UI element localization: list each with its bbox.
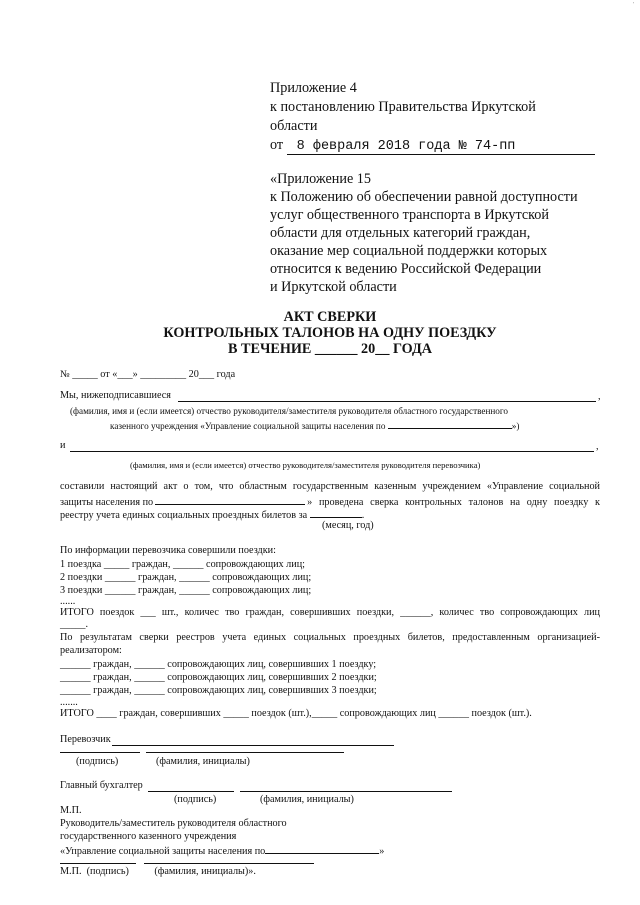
accountant-sign-caption: (подпись)	[174, 794, 217, 805]
month-year-field	[310, 507, 362, 518]
results-row-3: ______ граждан, ______ сопровождающих лиц, совершивших 3 поездки;	[60, 685, 377, 696]
carrier-name-field	[146, 752, 344, 753]
head-line-2: государственного казенного учреждения	[60, 831, 237, 842]
header-date-field	[287, 137, 595, 155]
carrier-sign-field	[60, 752, 140, 753]
undersigned-caption-1: (фамилия, имя и (если имеется) отчество руководителя/заместителя руководителя областного государственного	[70, 406, 509, 416]
header-line-3: области	[270, 118, 318, 134]
results-line-2: реализатором:	[60, 645, 122, 656]
results-total: ИТОГО ____ граждан, совершивших _____ поездок (шт.),_____ сопровождающих лиц ______ поездок (шт.).	[60, 708, 532, 719]
head-sign-field	[60, 863, 136, 864]
month-year-caption: (месяц, год)	[322, 520, 374, 531]
annex-line-7: и Иркутской области	[270, 279, 397, 295]
carrier-info-row-1: 1 поездка _____ граждан, ______ сопровождающих лиц;	[60, 559, 305, 570]
results-line-1: По результатам сверки реестров учета единых социальных проездных билетов, предоставленным организацией-	[60, 632, 600, 643]
header-line-1: Приложение 4	[270, 80, 357, 96]
department-field	[388, 418, 512, 429]
document-subtitle: КОНТРОЛЬНЫХ ТАЛОНОВ НА ОДНУ ПОЕЗДКУ	[163, 325, 497, 341]
header-from-label: от	[270, 137, 284, 153]
accountant-name-field	[240, 791, 452, 792]
undersigned-field	[178, 401, 596, 402]
annex-line-6: относится к ведению Российской Федерации	[270, 261, 542, 277]
carrier-info-row-2: 2 поездки ______ граждан, ______ сопровождающих лиц;	[60, 572, 312, 583]
results-dots: .......	[60, 697, 78, 708]
carrier-info-total-1: ИТОГО поездок ___ шт., количес тво граждан, совершивших поездки, ______, количес тво сопровождающих лиц	[60, 607, 600, 618]
carrier-info-total-2: _____.	[60, 619, 89, 630]
document-title: АКТ СВЕРКИ	[283, 309, 377, 325]
undersigned-comma: ,	[598, 391, 601, 402]
stamp-label-1: М.П.	[60, 805, 82, 816]
header-line-2: к постановлению Правительства Иркутской	[270, 99, 536, 115]
final-stamp-line: М.П. (подпись) (фамилия, инициалы)».	[60, 866, 256, 877]
carrier-head-comma: ,	[596, 441, 599, 452]
annex-line-3: услуг общественного транспорта в Иркутской	[270, 207, 549, 223]
annex-line-1: «Приложение 15	[270, 171, 371, 187]
accountant-sign-field	[148, 791, 234, 792]
annex-line-2: к Положению об обеспечении равной доступности	[270, 189, 578, 205]
carrier-head-caption: (фамилия, имя и (если имеется) отчество руководителя/заместителя руководителя перевозчика)	[130, 460, 481, 470]
carrier-sign-caption: (подпись)	[76, 756, 119, 767]
annex-line-4: области для отдельных категорий граждан,	[270, 225, 531, 241]
head-line-1: Руководитель/заместитель руководителя областного	[60, 818, 287, 829]
carrier-name-caption: (фамилия, инициалы)	[156, 756, 250, 767]
results-row-1: ______ граждан, ______ сопровождающих лиц, совершивших 1 поездку;	[60, 659, 377, 670]
header-date-value: 8 февраля 2018 года № 74-пп	[296, 139, 516, 154]
carrier-field	[112, 745, 394, 746]
accountant-name-caption: (фамилия, инициалы)	[260, 794, 354, 805]
compiled-line-1: составили настоящий акт о том, что областным государственным казенным учреждением «Управление социальной	[60, 481, 600, 492]
undersigned-label: Мы, нижеподписавшиеся	[60, 390, 171, 401]
results-row-2: ______ граждан, ______ сопровождающих лиц, совершивших 2 поездки;	[60, 672, 377, 683]
compiled-line-3: реестру учета единых социальных проездных билетов за .	[60, 507, 364, 521]
and-label: и	[60, 440, 66, 451]
accountant-label: Главный бухгалтер	[60, 780, 143, 791]
annex-line-5: оказание мер социальной поддержки которых	[270, 243, 548, 259]
header-date-row	[270, 137, 595, 155]
head-name-field	[144, 863, 314, 864]
carrier-info-intro: По информации перевозчика совершили поездки:	[60, 545, 276, 556]
carrier-head-field	[70, 451, 594, 452]
carrier-label: Перевозчик	[60, 734, 111, 745]
head-line-3: «Управление социальной защиты населения по »	[60, 843, 384, 857]
document-period: В ТЕЧЕНИЕ ______ 20__ ГОДА	[228, 341, 432, 357]
department-field-2	[155, 494, 305, 505]
carrier-info-row-3: 3 поездки ______ граждан, ______ сопровождающих лиц;	[60, 585, 312, 596]
act-number-line: № _____ от «___» _________ 20___ года	[60, 369, 236, 380]
compiled-line-2: защиты населения по » проведена сверка контрольных талонов на одну поездку к	[60, 494, 600, 508]
scan-mark: '	[632, 2, 634, 8]
carrier-info-dots: ......	[60, 596, 76, 607]
undersigned-caption-2: казенного учреждения «Управление социальной защиты населения по »)	[110, 418, 519, 431]
head-department-field	[265, 843, 379, 854]
